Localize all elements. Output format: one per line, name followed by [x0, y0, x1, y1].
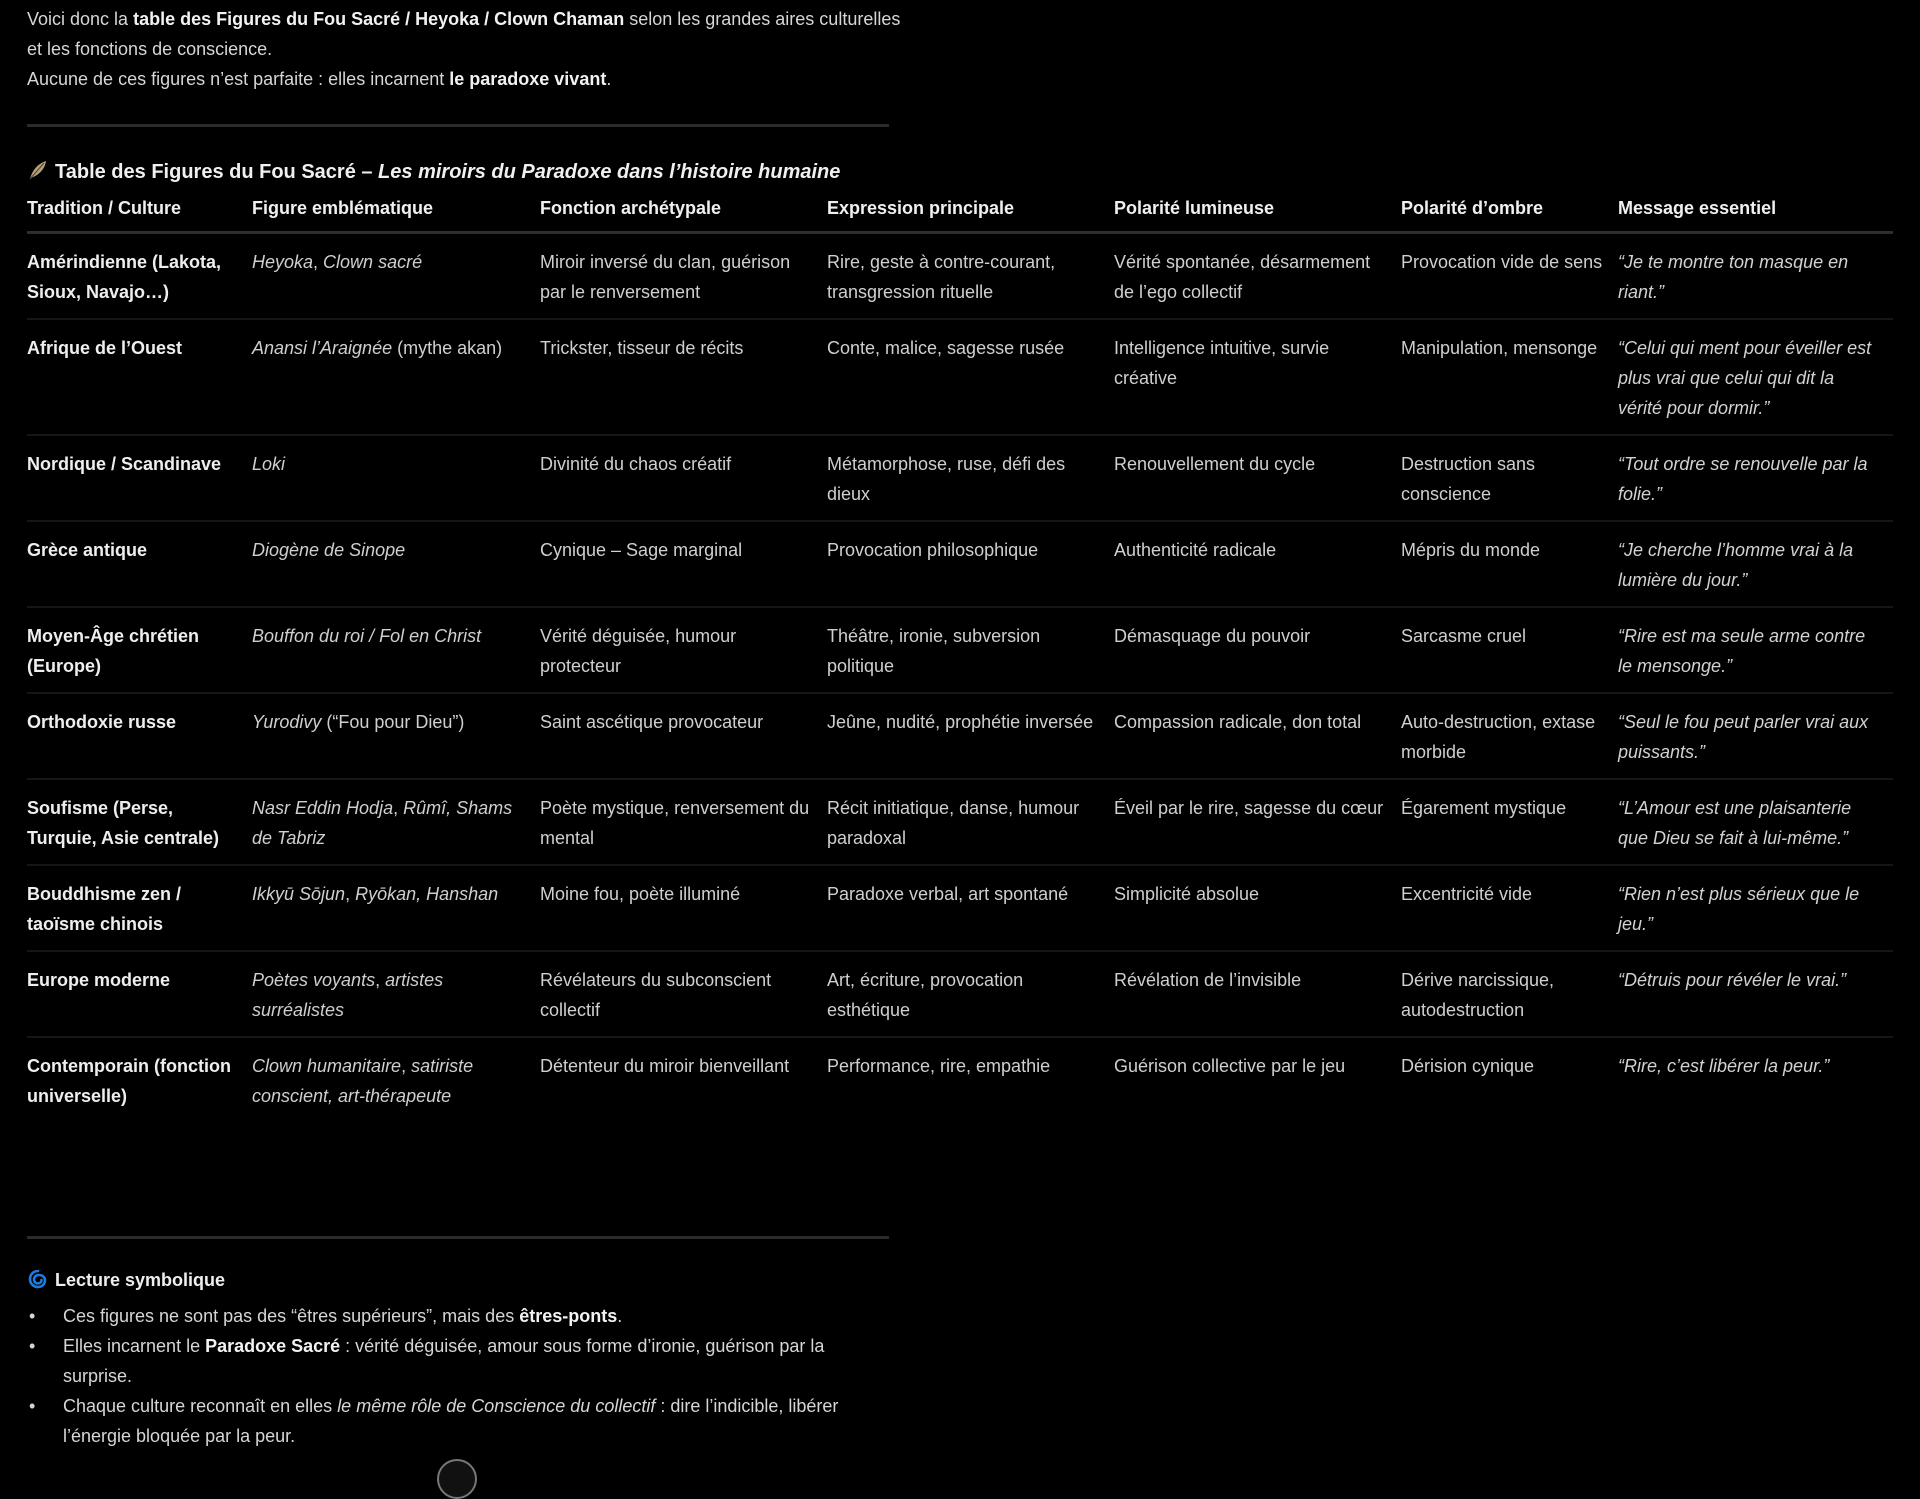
cell-expression: Provocation philosophique: [827, 521, 1114, 607]
cell-figure: Yurodivy (“Fou pour Dieu”): [252, 693, 540, 779]
cell-tradition: Grèce antique: [27, 521, 252, 607]
cell-message: “Détruis pour révéler le vrai.”: [1618, 951, 1893, 1037]
table-row: [27, 521, 1893, 607]
cell-tradition: Soufisme (Perse, Turquie, Asie centrale): [27, 779, 252, 865]
cell-tradition: Europe moderne: [27, 951, 252, 1037]
list-item: • Elles incarnent le Paradoxe Sacré : vérité déguisée, amour sous forme d’ironie, guérison par la surprise.: [27, 1331, 897, 1391]
cell-figure: Poètes voyants, artistes surréalistes: [252, 951, 540, 1037]
cell-expression: Métamorphose, ruse, défi des dieux: [827, 435, 1114, 521]
cell-polarite-ombre: Dérision cynique: [1401, 1056, 1535, 1076]
divider: [27, 1236, 889, 1239]
cell-message: “Je cherche l’homme vrai à la lumière du jour.”: [1618, 521, 1893, 607]
cell-message: “Rire, c’est libérer la peur.”: [1618, 1056, 1830, 1076]
list-item: • Ces figures ne sont pas des “êtres supérieurs”, mais des êtres-ponts.: [27, 1301, 897, 1331]
cell-polarite-lumineuse: Intelligence intuitive, survie créative: [1114, 319, 1401, 435]
header-fonction: Fonction archétypale: [540, 193, 827, 233]
table-row: [27, 1037, 1893, 1122]
cell-tradition: Orthodoxie russe: [27, 693, 252, 779]
cell-message: “L’Amour est une plaisanterie que Dieu se fait à lui-même.”: [1618, 779, 1893, 865]
header-polarite-lumineuse: Polarité lumineuse: [1114, 193, 1401, 233]
cell-tradition: Nordique / Scandinave: [27, 435, 252, 521]
cell-polarite-ombre: Sarcasme cruel: [1401, 607, 1618, 693]
table-row: [27, 435, 1893, 521]
cell-message: “Seul le fou peut parler vrai aux puissants.”: [1618, 693, 1893, 779]
table-row: [27, 779, 1893, 865]
cell-polarite-ombre: Manipulation, mensonge: [1401, 319, 1618, 435]
cell-polarite-ombre: Auto-destruction, extase morbide: [1401, 693, 1618, 779]
cell-figure: Loki: [252, 435, 540, 521]
cell-polarite-lumineuse: Révélation de l’invisible: [1114, 951, 1401, 1037]
table-title: Table des Figures du Fou Sacré – Les miroirs du Paradoxe dans l’histoire humaine: [27, 159, 840, 184]
header-polarite-ombre: Polarité d’ombre: [1401, 193, 1618, 233]
cell-message: “Tout ordre se renouvelle par la folie.”: [1618, 435, 1893, 521]
cell-polarite-lumineuse: Compassion radicale, don total: [1114, 693, 1401, 779]
table-row: [27, 693, 1893, 779]
cell-figure: Heyoka, Clown sacré: [252, 233, 540, 320]
cell-tradition: Amérindienne (Lakota, Sioux, Navajo…): [27, 233, 252, 320]
table-row: [27, 951, 1893, 1037]
table-row: [27, 607, 1893, 693]
cell-polarite-ombre: Égarement mystique: [1401, 779, 1618, 865]
cell-message: “Celui qui ment pour éveiller est plus vrai que celui qui dit la vérité pour dormir.”: [1618, 319, 1893, 435]
cell-figure: Diogène de Sinope: [252, 521, 540, 607]
cell-fonction: Divinité du chaos créatif: [540, 435, 827, 521]
cell-figure: Nasr Eddin Hodja, Rûmî, Shams de Tabriz: [252, 779, 540, 865]
cell-polarite-ombre: Provocation vide de sens: [1401, 233, 1618, 320]
cell-fonction: Détenteur du miroir bienveillant: [540, 1056, 790, 1076]
cell-expression: Rire, geste à contre-courant, transgression rituelle: [827, 233, 1114, 320]
cell-fonction: Moine fou, poète illuminé: [540, 865, 827, 951]
divider: [27, 124, 889, 127]
cell-figure: Ikkyū Sōjun, Ryōkan, Hanshan: [252, 865, 540, 951]
cell-fonction: Poète mystique, renversement du mental: [540, 779, 827, 865]
cell-fonction: Trickster, tisseur de récits: [540, 319, 827, 435]
cell-tradition: Moyen-Âge chrétien (Europe): [27, 607, 252, 693]
cell-fonction: Saint ascétique provocateur: [540, 693, 827, 779]
cell-polarite-ombre: Mépris du monde: [1401, 521, 1618, 607]
table-header-row: [27, 193, 1893, 233]
header-figure: Figure emblématique: [252, 193, 540, 233]
cell-expression: Paradoxe verbal, art spontané: [827, 865, 1114, 951]
cell-expression: Récit initiatique, danse, humour paradoxal: [827, 779, 1114, 865]
cyclone-icon: [27, 1268, 49, 1290]
cell-polarite-lumineuse: Renouvellement du cycle: [1114, 435, 1401, 521]
table-row: [27, 233, 1893, 320]
header-message: Message essentiel: [1618, 193, 1893, 233]
cell-fonction: Cynique – Sage marginal: [540, 521, 827, 607]
cell-polarite-ombre: Dérive narcissique, autodestruction: [1401, 951, 1618, 1037]
cell-message: “Rire est ma seule arme contre le mensonge.”: [1618, 607, 1893, 693]
cell-polarite-lumineuse: Éveil par le rire, sagesse du cœur: [1114, 779, 1401, 865]
cell-figure: Bouffon du roi / Fol en Christ: [252, 607, 540, 693]
cell-message: “Rien n’est plus sérieux que le jeu.”: [1618, 865, 1893, 951]
cell-tradition: Contemporain (fonction universelle): [27, 1056, 231, 1106]
table-row: [27, 865, 1893, 951]
cell-expression: Performance, rire, empathie: [827, 1056, 1051, 1076]
cell-polarite-lumineuse: Démasquage du pouvoir: [1114, 607, 1401, 693]
header-tradition: Tradition / Culture: [27, 193, 252, 233]
cell-polarite-lumineuse: Guérison collective par le jeu: [1114, 1056, 1346, 1076]
feather-icon: [27, 159, 49, 181]
cell-figure: Clown humanitaire, satiriste conscient, art-thérapeute: [252, 1056, 474, 1106]
table-row: [27, 319, 1893, 435]
cell-polarite-lumineuse: Authenticité radicale: [1114, 521, 1401, 607]
cell-expression: Théâtre, ironie, subversion politique: [827, 607, 1114, 693]
cell-message: “Je te montre ton masque en riant.”: [1618, 233, 1893, 320]
cell-tradition: Afrique de l’Ouest: [27, 319, 252, 435]
cell-fonction: Miroir inversé du clan, guérison par le renversement: [540, 233, 827, 320]
lecture-heading: Lecture symbolique: [27, 1268, 225, 1291]
cell-tradition: Bouddhisme zen / taoïsme chinois: [27, 865, 252, 951]
figures-table: [27, 193, 1893, 1122]
cell-polarite-ombre: Destruction sans conscience: [1401, 435, 1618, 521]
cell-expression: Conte, malice, sagesse rusée: [827, 319, 1114, 435]
scroll-down-button[interactable]: [437, 1459, 477, 1499]
cell-fonction: Révélateurs du subconscient collectif: [540, 951, 827, 1037]
header-expression: Expression principale: [827, 193, 1114, 233]
list-item: • Chaque culture reconnaît en elles le même rôle de Conscience du collectif : dire l’indicible, libérer l’énergie bloquée par la peur.: [27, 1391, 897, 1451]
cell-polarite-ombre: Excentricité vide: [1401, 865, 1618, 951]
cell-fonction: Vérité déguisée, humour protecteur: [540, 607, 827, 693]
cell-figure: Anansi l’Araignée (mythe akan): [252, 319, 540, 435]
cell-expression: Art, écriture, provocation esthétique: [827, 951, 1114, 1037]
lecture-list: [27, 1301, 897, 1451]
cell-expression: Jeûne, nudité, prophétie inversée: [827, 693, 1114, 779]
cell-polarite-lumineuse: Simplicité absolue: [1114, 865, 1401, 951]
cell-polarite-lumineuse: Vérité spontanée, désarmement de l’ego collectif: [1114, 233, 1401, 320]
intro-paragraph: Voici donc la table des Figures du Fou Sacré / Heyoka / Clown Chaman selon les grandes aires culturelles et les fonctions de conscience. Aucune de ces figures n’est parfaite : elles incarnent le paradoxe vivant.: [27, 9, 901, 89]
